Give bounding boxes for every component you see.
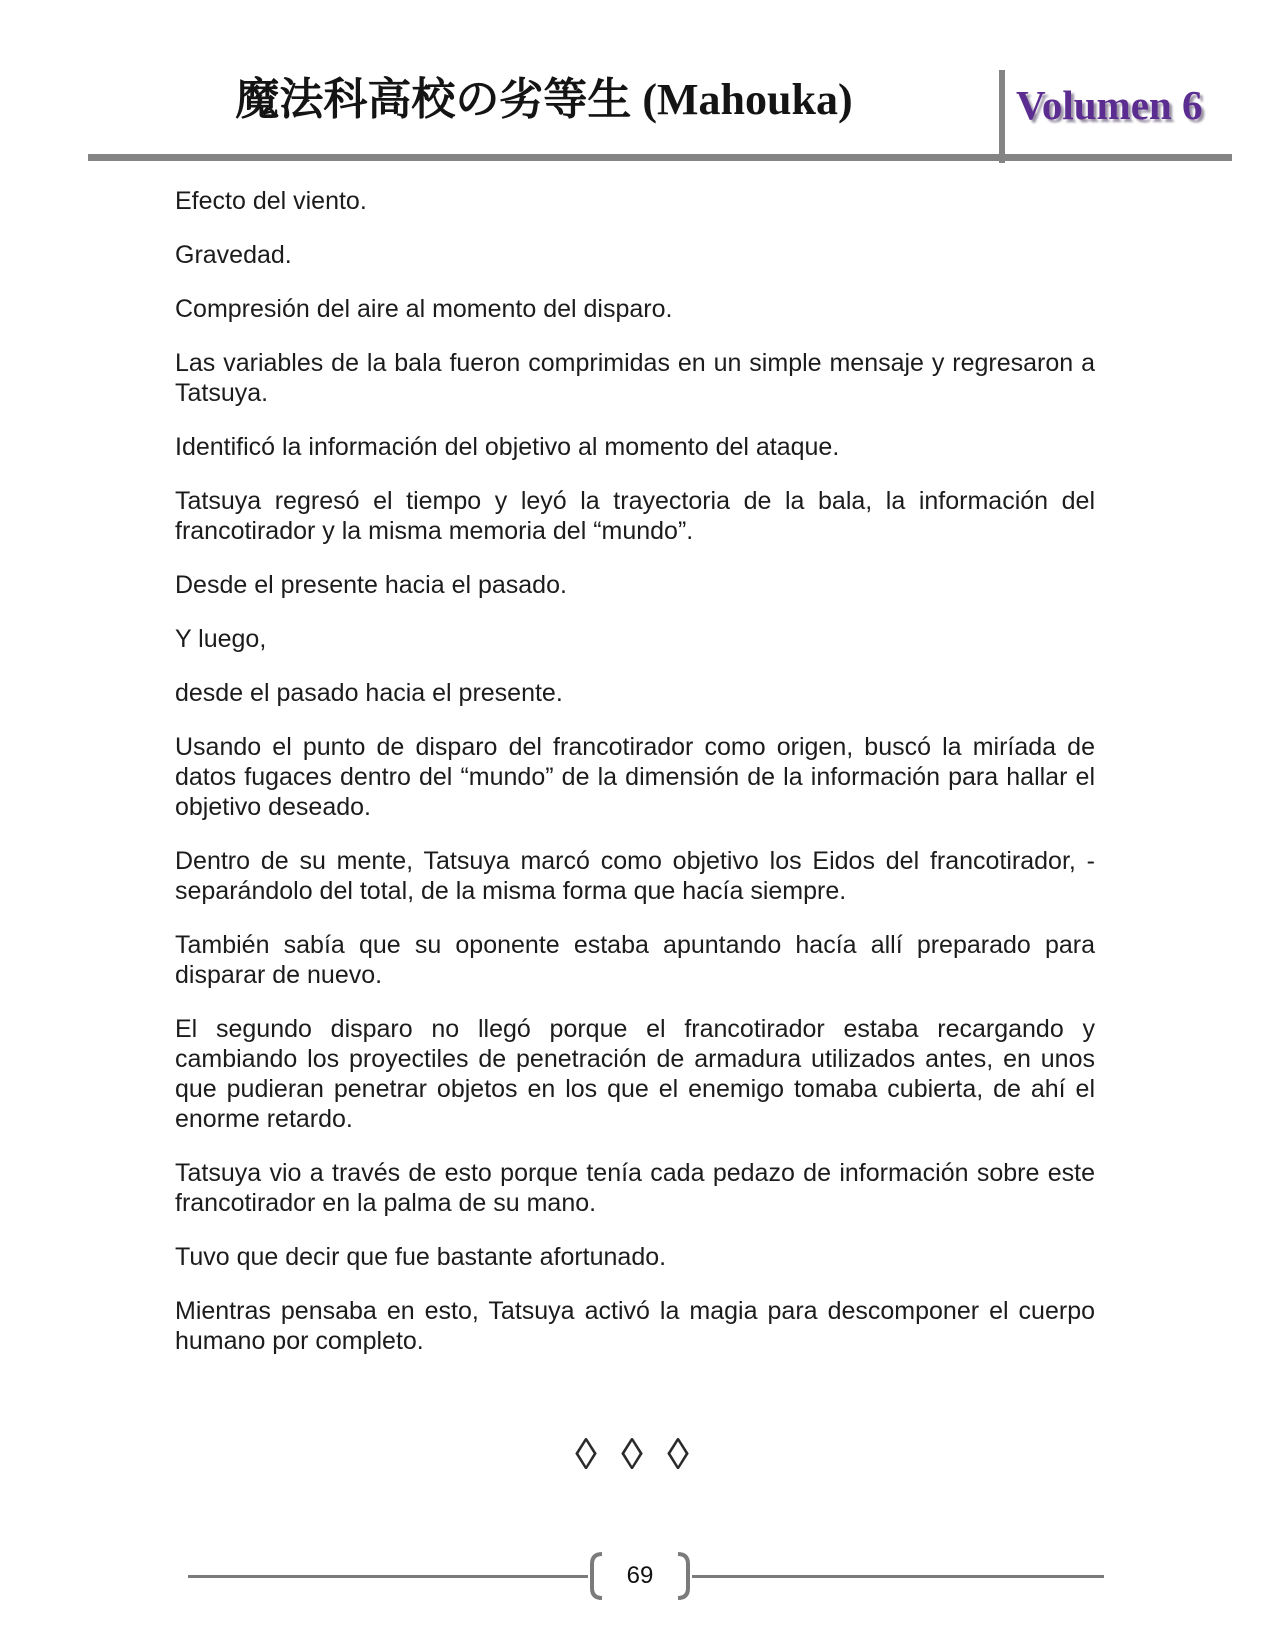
page-footer (188, 1551, 1104, 1601)
volume-label: Volumen 6 (1016, 82, 1203, 128)
paragraph: Tuvo que decir que fue bastante afortunado. (175, 1243, 667, 1271)
title-area (88, 72, 1000, 128)
paragraph: El segundo disparo no llegó porque el francotirador estaba recargando y cambiando los proyectiles de penetración de armadura utilizados antes, en unos que pudieran penetrar objetos en los que el enemigo tomaba cubierta, de ahí el enorme retardo. (175, 1015, 1095, 1133)
footer-line-right (692, 1575, 1104, 1578)
paragraph: Desde el presente hacia el pasado. (175, 571, 567, 599)
footer-line-left (188, 1575, 588, 1578)
paragraph: Compresión del aire al momento del disparo. (175, 295, 673, 323)
paragraph: Mientras pensaba en esto, Tatsuya activó la magia para descomponer el cuerpo humano por completo. (175, 1297, 1095, 1355)
header-divider-bar (999, 70, 1005, 163)
body-text (175, 186, 1095, 1356)
paragraph: Y luego, (175, 625, 267, 653)
paragraph: Tatsuya regresó el tiempo y leyó la trayectoria de la bala, la información del francotirador y la misma memoria del “mundo”. (175, 487, 1095, 545)
page-title: 魔法科高校の劣等生 (Mahouka) (235, 75, 853, 124)
paragraph: Efecto del viento. (175, 187, 367, 215)
paragraph: Identificó la información del objetivo al momento del ataque. (175, 433, 840, 461)
paragraph: desde el pasado hacia el presente. (175, 679, 563, 707)
paragraph: Usando el punto de disparo del francotirador como origen, buscó la miríada de datos fugaces dentro del “mundo” de la dimensión de la información para hallar el objetivo deseado. (175, 733, 1095, 821)
page-number: 69 (626, 1562, 654, 1589)
page-number-bracket-left-icon (588, 1551, 604, 1601)
page-number-bracket-right-icon (676, 1551, 692, 1601)
paragraph: Tatsuya vio a través de esto porque tenía cada pedazo de información sobre este francotirador en la palma de su mano. (175, 1159, 1095, 1217)
scene-separator-diamonds: ◊ ◊ ◊ (575, 1430, 695, 1479)
paragraph: Gravedad. (175, 241, 292, 269)
paragraph: Dentro de su mente, Tatsuya marcó como objetivo los Eidos del francotirador, - separándolo del total, de la misma forma que hacía siempre. (175, 847, 1095, 905)
paragraph: Las variables de la bala fueron comprimidas en un simple mensaje y regresaron a Tatsuya. (175, 349, 1095, 407)
header-rule (88, 154, 1232, 161)
paragraph: También sabía que su oponente estaba apuntando hacía allí preparado para disparar de nuevo. (175, 931, 1095, 989)
